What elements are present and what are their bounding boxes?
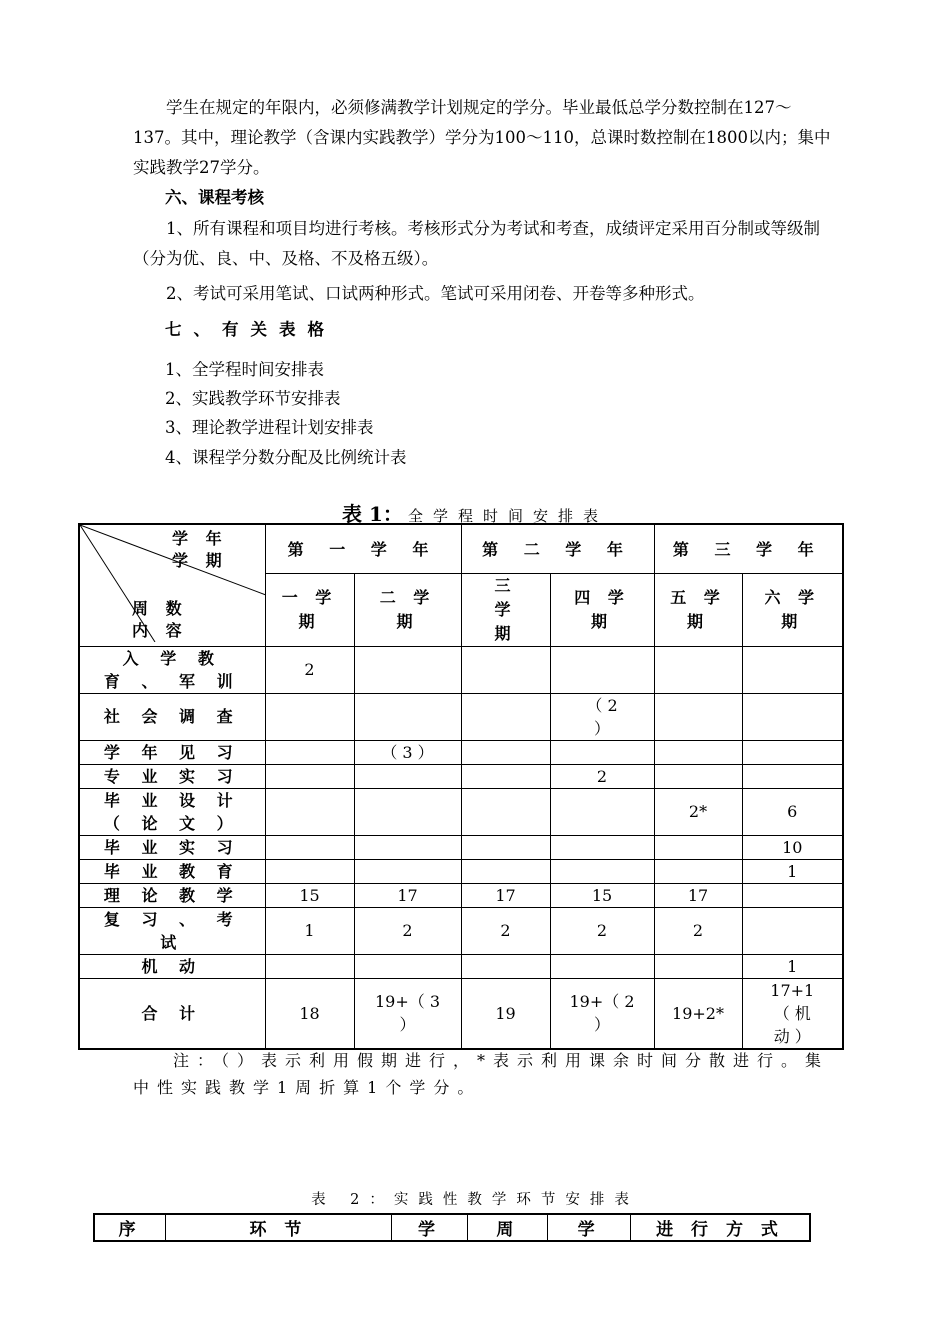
cell-value: 15 [591,885,613,905]
table-row [79,907,843,954]
row-label-text: 试 [160,932,185,952]
row-label-text: 理 论 教 学 [103,885,241,905]
table-cell [654,764,742,788]
table-cell [265,978,354,1049]
cell-value: 15 [299,885,320,905]
table-cell [550,764,654,788]
row-label-text: 社 会 调 查 [103,707,241,726]
table-cell [742,883,843,907]
cell-value: 19+2* [672,1003,724,1023]
list-item: 4、课程学分数分配及比例统计表 [165,448,407,467]
semester-header-5 [654,573,742,646]
row-label [79,693,265,740]
table-cell [550,954,654,978]
table-cell [654,859,742,883]
row-label [79,883,265,907]
table-cell [265,740,354,764]
table-row [79,859,843,883]
table-row [79,646,843,693]
cell-value: ） [593,1015,610,1034]
practice-table [93,1213,811,1242]
table-cell [265,646,354,693]
column-header: 进 行 方 式 [631,1214,811,1241]
semester-header-text: 二 学 [379,587,436,607]
heading-course-assessment: 六、课程考核 [165,188,264,207]
table-cell [461,907,550,954]
semester-header-text: 六 学 [764,587,821,607]
row-label-text: 学 年 见 习 [103,742,241,762]
cell-value: 6 [787,802,798,821]
table-cell [265,883,354,907]
row-label-text: 毕 业 教 育 [103,861,241,881]
corner-label-top [172,528,228,572]
cell-value: 19+（ 3 [374,992,441,1011]
year-header-3: 第 三 学 年 [654,524,843,573]
table-row [79,883,843,907]
table-cell [461,954,550,978]
table-cell [742,954,843,978]
table2-caption: 表 2：实践性教学环节安排表 [311,1192,639,1208]
cell-value: 2 [596,766,608,786]
table-cell [354,859,461,883]
table-cell [654,954,742,978]
column-header: 环 节 [166,1214,391,1241]
cell-value: 动 ） [773,1026,811,1046]
year-header-2: 第 二 学 年 [461,524,654,573]
table-row [79,954,843,978]
semester-header-text: 四 学 [574,587,630,607]
table-cell [461,835,550,859]
table-cell [654,978,742,1049]
table-cell [354,764,461,788]
cell-value: （ 3 ） [381,742,434,762]
table-cell [461,859,550,883]
table-cell [461,883,550,907]
table-cell [461,693,550,740]
cell-value: 1 [787,956,798,976]
column-header: 序 [94,1214,166,1241]
table-cell [265,859,354,883]
heading-related-tables: 七、有关表格 [165,320,336,339]
corner-year: 学 年 [172,529,228,548]
table-cell [742,693,843,740]
column-header: 学 [391,1214,468,1241]
semester-header-text: 一 学 [281,587,338,607]
semester-header-text: 期 [494,623,517,643]
table-cell [654,740,742,764]
table-cell [742,978,843,1049]
table-cell [265,693,354,740]
cell-value: 17 [687,885,709,905]
row-label-text: （ 论 文 ） [103,813,241,833]
table-cell [654,646,742,693]
cell-value: 2 [692,921,704,940]
table-cell [654,835,742,859]
cell-value: 1 [787,861,798,881]
semester-header-2 [354,573,461,646]
table-row [79,764,843,788]
year-header-1: 第 一 学 年 [265,524,461,573]
row-label-text: 合 计 [141,1003,204,1023]
row-label [79,907,265,954]
table-cell [654,907,742,954]
semester-header-3 [461,573,550,646]
row-label-text: 入 学 教 [122,648,222,668]
row-label [79,859,265,883]
column-header: 周 [468,1214,548,1241]
table1-caption-title: 全学程时间安排表 [407,507,608,525]
row-label [79,764,265,788]
table-row [79,740,843,764]
table-cell [354,883,461,907]
cell-value: 10 [782,837,803,857]
list-item: 2、实践教学环节安排表 [165,389,341,408]
table-cell [354,907,461,954]
cell-value: 2 [304,660,315,679]
paragraph-assessment-2: 2、考试可采用笔试、口试两种形式。笔试可采用闭卷、开卷等多种形式。 [166,284,705,303]
table1-note: 注：（）表示利用假期进行，*表示利用课余时间分散进行。集中性实践教学1周折算1个学分。 [133,1051,830,1097]
cell-value: 17 [495,885,516,905]
column-header: 学 [548,1214,631,1241]
table-cell [550,740,654,764]
schedule-table [78,523,844,1050]
table-cell [654,788,742,835]
row-label [79,978,265,1049]
corner-semester: 学 期 [172,551,228,570]
table-cell [742,788,843,835]
table-row [79,788,843,835]
table-cell [461,788,550,835]
semester-header-text: 期 [396,611,419,631]
table-cell [461,740,550,764]
table-cell [654,883,742,907]
table-cell [550,646,654,693]
table-cell [461,978,550,1049]
table-cell [550,978,654,1049]
table-row [79,835,843,859]
table-cell [461,764,550,788]
row-label [79,646,265,693]
table-cell [354,788,461,835]
cell-value: 1 [304,921,315,940]
list-item: 3、理论教学进程计划安排表 [165,418,374,437]
semester-header-text: 三 [494,575,517,595]
semester-header-1 [265,573,354,646]
cell-value: 17 [397,885,418,905]
corner-label-bottom [132,598,188,642]
table-cell [550,907,654,954]
table-cell [354,646,461,693]
paragraph-assessment-1: 1、所有课程和项目均进行考核。考核形式分为考试和考查，成绩评定采用百分制或等级制（分为优、良、中、及格、不及格五级）。 [133,219,820,268]
cell-value: ） [399,1015,416,1034]
table-cell [354,835,461,859]
cell-value: ） [593,718,610,738]
table-cell [265,907,354,954]
row-label [79,788,265,835]
cell-value: 17+1 [770,980,815,1000]
corner-content: 内 容 [132,621,188,640]
semester-header-text: 期 [781,611,804,631]
table-cell [550,883,654,907]
cell-value: 19 [495,1003,516,1023]
table1-caption-label: 表 1： [342,502,403,526]
cell-value: 2 [596,921,608,940]
semester-header-text: 期 [686,611,709,631]
table-cell [742,740,843,764]
table-cell [742,764,843,788]
table-cell [742,859,843,883]
table-cell [354,693,461,740]
table-cell [265,764,354,788]
table-cell [550,835,654,859]
table-row [79,978,843,1049]
semester-header-text: 期 [590,611,613,631]
semester-header-text: 期 [298,611,321,631]
list-item: 1、全学程时间安排表 [165,360,324,379]
row-label-text: 育 、 军 训 [103,671,241,691]
table-corner-header [79,524,265,646]
semester-header-4 [550,573,654,646]
cell-value: （ 2 [586,695,618,715]
table-cell [742,907,843,954]
row-label-text: 专 业 实 习 [103,766,241,786]
row-label-text: 毕 业 实 习 [103,837,241,857]
table-cell [461,646,550,693]
row-label [79,954,265,978]
table-cell [354,978,461,1049]
cell-value: 19+（ 2 [569,992,635,1011]
table-cell [265,835,354,859]
cell-value: 2 [500,921,511,940]
row-label-text: 机 动 [141,956,204,976]
cell-value: 18 [299,1003,320,1023]
table-cell [354,954,461,978]
table-row [79,693,843,740]
table-cell [354,740,461,764]
corner-weeks: 周 数 [132,599,188,618]
row-label-text: 毕 业 设 计 [103,790,241,810]
cell-value: 2* [688,802,708,821]
semester-header-text: 学 [494,599,517,619]
table-cell [265,788,354,835]
table-cell [550,788,654,835]
row-label [79,740,265,764]
table-cell [550,859,654,883]
row-label [79,835,265,859]
table-cell [742,835,843,859]
table-cell [654,693,742,740]
table-cell [742,646,843,693]
table-cell [550,693,654,740]
row-label-text: 复 习 、 考 [103,909,241,929]
table-cell [265,954,354,978]
semester-header-text: 五 学 [670,587,726,607]
cell-value: （ 机 [773,1003,811,1023]
paragraph-credits: 学生在规定的年限内，必须修满教学计划规定的学分。毕业最低总学分数控制在127～137。其中，理论教学（含课内实践教学）学分为100～110，总课时数控制在1800以内；集中实践教学27学分。 [133,98,831,177]
cell-value: 2 [402,921,413,940]
semester-header-6 [742,573,843,646]
